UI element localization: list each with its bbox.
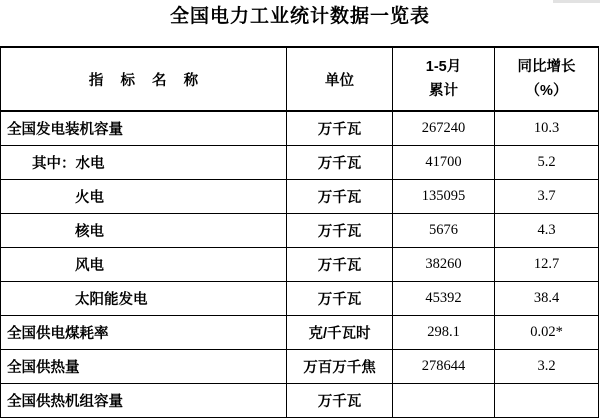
cell-cumulative: 41700 bbox=[393, 146, 495, 179]
cell-yoy: 0.02* bbox=[530, 324, 563, 340]
cell-yoy: 3.2 bbox=[537, 358, 556, 374]
table-body bbox=[1, 112, 598, 418]
cell-yoy: 4.3 bbox=[537, 222, 556, 238]
cell-cumulative: 278644 bbox=[393, 350, 495, 383]
header-period bbox=[393, 48, 495, 110]
cell-yoy: 10.3 bbox=[533, 120, 560, 136]
cell-cumulative: 267240 bbox=[393, 112, 495, 145]
table-row bbox=[1, 282, 598, 316]
table-row bbox=[1, 146, 598, 180]
header-indicator bbox=[1, 48, 287, 110]
cell-yoy: 3.7 bbox=[537, 188, 556, 204]
top-edge-artifact bbox=[553, 0, 600, 3]
table-row bbox=[1, 248, 598, 282]
header-unit-label: 单位 bbox=[325, 72, 354, 89]
cell-indicator: 全国发电装机容量 bbox=[1, 112, 287, 145]
cell-cumulative: 135095 bbox=[393, 180, 495, 213]
header-unit bbox=[287, 48, 393, 110]
table-row bbox=[1, 112, 598, 146]
cell-unit: 万千瓦 bbox=[287, 112, 393, 145]
table-row bbox=[1, 180, 598, 214]
cell-unit: 万百万千焦 bbox=[287, 350, 393, 383]
header-period-line1: 1-5月 bbox=[425, 59, 462, 75]
page-title: 全国电力工业统计数据一览表 bbox=[169, 6, 430, 27]
table-row bbox=[1, 316, 598, 350]
cell-indicator: 其中：水电 bbox=[1, 146, 287, 179]
table-row bbox=[1, 384, 598, 418]
table-header-row bbox=[1, 48, 598, 112]
cell-indicator: 全国供热量 bbox=[1, 350, 287, 383]
cell-unit: 万千瓦 bbox=[287, 180, 393, 213]
cell-indicator: 全国供热机组容量 bbox=[1, 384, 287, 417]
header-period-line2: 累计 bbox=[429, 83, 458, 99]
cell-indicator: 全国供电煤耗率 bbox=[1, 316, 287, 349]
cell-cumulative bbox=[393, 384, 495, 417]
cell-cumulative: 38260 bbox=[393, 248, 495, 281]
cell-indicator: 太阳能发电 bbox=[1, 282, 287, 315]
cell-cumulative: 45392 bbox=[393, 282, 495, 315]
cell-indicator: 火电 bbox=[1, 180, 287, 213]
statistics-table bbox=[0, 46, 599, 418]
cell-unit: 万千瓦 bbox=[287, 384, 393, 417]
header-yoy-line1: 同比增长 bbox=[517, 59, 576, 75]
header-indicator-label: 指 标 名 称 bbox=[88, 72, 205, 89]
cell-indicator: 风电 bbox=[1, 248, 287, 281]
cell-unit: 万千瓦 bbox=[287, 282, 393, 315]
header-yoy-line2: （%） bbox=[525, 83, 568, 99]
cell-yoy: 12.7 bbox=[533, 256, 560, 272]
table-row bbox=[1, 214, 598, 248]
cell-cumulative: 298.1 bbox=[393, 316, 495, 349]
cell-yoy: 38.4 bbox=[533, 290, 560, 306]
cell-indicator: 核电 bbox=[1, 214, 287, 247]
cell-unit: 万千瓦 bbox=[287, 214, 393, 247]
cell-yoy bbox=[495, 384, 598, 417]
header-yoy bbox=[495, 48, 598, 110]
cell-cumulative: 5676 bbox=[393, 214, 495, 247]
table-row bbox=[1, 350, 598, 384]
cell-yoy: 5.2 bbox=[537, 154, 556, 170]
cell-unit: 克/千瓦时 bbox=[287, 316, 393, 349]
cell-unit: 万千瓦 bbox=[287, 146, 393, 179]
cell-unit: 万千瓦 bbox=[287, 248, 393, 281]
